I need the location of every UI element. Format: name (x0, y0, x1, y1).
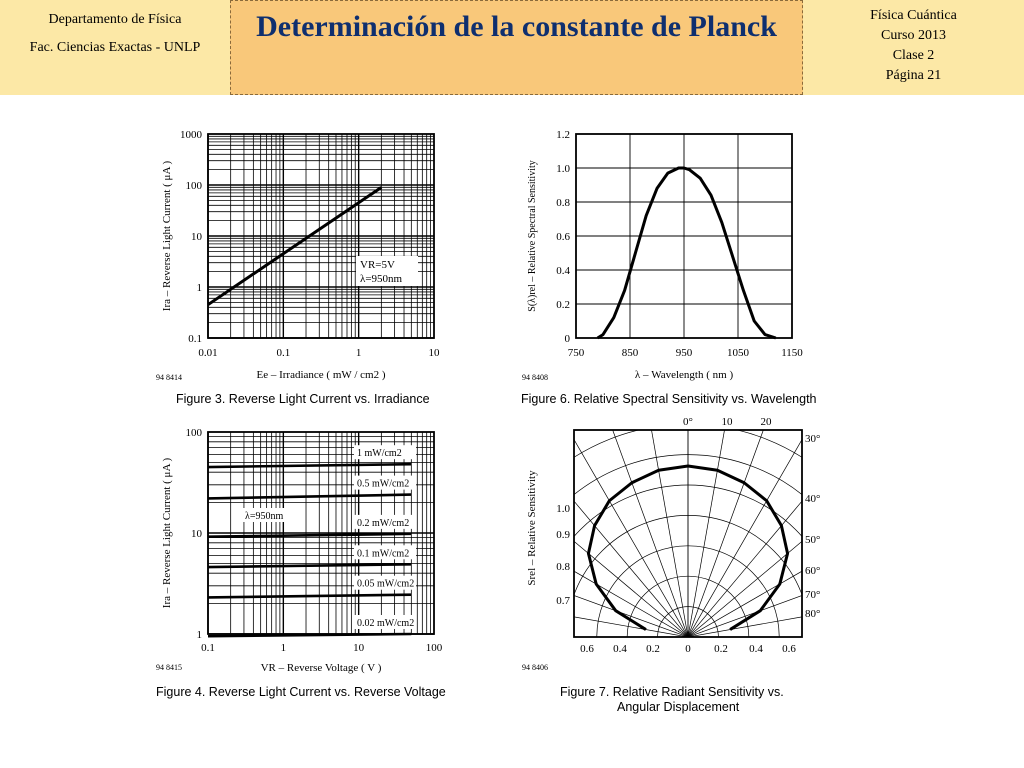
x-tick-label: 1 (280, 642, 287, 654)
x-tick-label: 0.1 (276, 347, 291, 359)
bottom-tick-label: 0 (685, 643, 691, 655)
x-axis-label: Ee – Irradiance ( mW / cm2 ) (256, 369, 386, 381)
y-tick-label: 0 (564, 333, 570, 345)
radial-spoke (688, 437, 1024, 637)
series-line (208, 564, 411, 567)
radial-spoke (488, 291, 688, 637)
series-line (598, 168, 776, 338)
angle-label: 30° (805, 433, 821, 445)
y-axis-label: Srel – Relative Sensitivity (526, 470, 538, 586)
r-tick-label: 0.7 (556, 595, 570, 607)
y-tick-label: 1000 (180, 129, 202, 141)
series-label: 0.1 mW/cm2 (357, 548, 410, 560)
angle-label: 40° (805, 493, 821, 505)
figure-caption-line1: Figure 7. Relative Radiant Sensitivity vs. (560, 685, 784, 699)
x-axis-label: λ – Wavelength ( nm ) (634, 369, 734, 381)
series-label: 1 mW/cm2 (357, 448, 402, 460)
x-tick-label: 0.01 (198, 347, 218, 359)
department-label: Departamento de Física (48, 12, 182, 27)
y-tick-label: 0.1 (188, 333, 202, 345)
page-number: Página 21 (885, 68, 942, 83)
figure-4 (156, 427, 446, 699)
page-title: Determinación de la constante de Planck (230, 0, 803, 95)
figure-code: 94 8414 (156, 373, 182, 382)
radial-spoke (688, 568, 1024, 637)
x-tick-label: 950 (675, 347, 693, 359)
angle-label: 70° (805, 589, 821, 601)
r-tick-label: 0.9 (556, 529, 570, 541)
series-label: 0.2 mW/cm2 (357, 517, 410, 529)
course-label: Física Cuántica (870, 8, 957, 23)
figure-3 (156, 129, 440, 406)
x-tick-label: 0.1 (201, 642, 215, 654)
series-label: 0.5 mW/cm2 (357, 478, 410, 490)
annotation-vr: VR=5V (360, 259, 395, 271)
y-axis-label: Ira – Reverse Light Current ( μA ) (161, 457, 173, 609)
year-label: Curso 2013 (881, 28, 946, 43)
series-line (208, 495, 411, 499)
y-tick-label: 10 (191, 528, 202, 540)
bottom-tick-label: 0.6 (782, 643, 796, 655)
radial-spoke (688, 500, 1024, 637)
angle-label: 0° (683, 416, 693, 428)
figure-6 (521, 129, 817, 406)
y-tick-label: 1 (196, 629, 202, 641)
angle-label: 10 (721, 416, 733, 428)
bottom-tick-label: 0.6 (580, 643, 594, 655)
x-tick-label: 100 (425, 642, 443, 654)
series-line (208, 534, 411, 537)
bottom-tick-label: 0.4 (613, 643, 627, 655)
annotation-lambda: λ=950nm (360, 273, 403, 285)
y-tick-label: 1.2 (556, 129, 570, 141)
series-line (208, 464, 411, 467)
y-tick-label: 100 (185, 180, 202, 192)
figure-caption-line2: Angular Displacement (617, 700, 740, 714)
x-tick-label: 850 (621, 347, 639, 359)
figure-caption: Figure 3. Reverse Light Current vs. Irradiance (176, 392, 430, 406)
bottom-tick-label: 0.2 (714, 643, 728, 655)
radial-spoke (688, 291, 888, 637)
annotation-lambda: λ=950nm (245, 511, 284, 522)
series-line (208, 595, 411, 598)
class-label: Clase 2 (892, 48, 935, 63)
x-tick-label: 1050 (727, 347, 749, 359)
figure-code: 94 8406 (522, 663, 548, 672)
radial-spoke (294, 568, 688, 637)
y-tick-label: 1.0 (556, 163, 570, 175)
radial-spoke (619, 243, 688, 637)
r-tick-label: 1.0 (556, 503, 570, 515)
radial-spoke (688, 380, 994, 637)
y-tick-label: 0.6 (556, 231, 570, 243)
radial-spoke (342, 437, 688, 637)
radial-spoke (688, 261, 825, 637)
bottom-tick-label: 0.4 (749, 643, 763, 655)
y-tick-label: 10 (191, 231, 202, 243)
angle-label: 60° (805, 565, 821, 577)
y-tick-label: 0.4 (556, 265, 570, 277)
series-label: 0.05 mW/cm2 (357, 578, 415, 590)
figure-caption: Figure 6. Relative Spectral Sensitivity vs. Wavelength (521, 392, 817, 406)
x-tick-label: 1 (355, 347, 362, 359)
y-axis-label: Ira – Reverse Light Current ( μA ) (161, 160, 173, 312)
angle-label: 20 (760, 416, 772, 428)
y-tick-label: 100 (185, 427, 202, 439)
angle-label: 80° (805, 608, 821, 620)
x-tick-label: 750 (567, 347, 585, 359)
y-axis-label: S(λ)rel – Relative Spectral Sensitivity (527, 160, 538, 312)
x-axis-label: VR – Reverse Voltage ( V ) (260, 662, 382, 674)
y-tick-label: 0.2 (556, 299, 570, 311)
x-tick-label: 10 (353, 642, 365, 654)
x-tick-label: 1150 (781, 347, 803, 359)
figure-caption: Figure 4. Reverse Light Current vs. Reverse Voltage (156, 685, 446, 699)
radial-spoke (551, 261, 688, 637)
x-tick-label: 10 (428, 347, 440, 359)
y-tick-label: 1 (196, 282, 202, 294)
faculty-label: Fac. Ciencias Exactas - UNLP (29, 40, 201, 55)
r-tick-label: 0.8 (556, 561, 570, 573)
angle-label: 50° (805, 534, 821, 546)
y-tick-label: 0.8 (556, 197, 570, 209)
figure-code: 94 8415 (156, 663, 182, 672)
figure-code: 94 8408 (522, 373, 548, 382)
bottom-tick-label: 0.2 (646, 643, 660, 655)
series-label: 0.02 mW/cm2 (357, 618, 415, 629)
